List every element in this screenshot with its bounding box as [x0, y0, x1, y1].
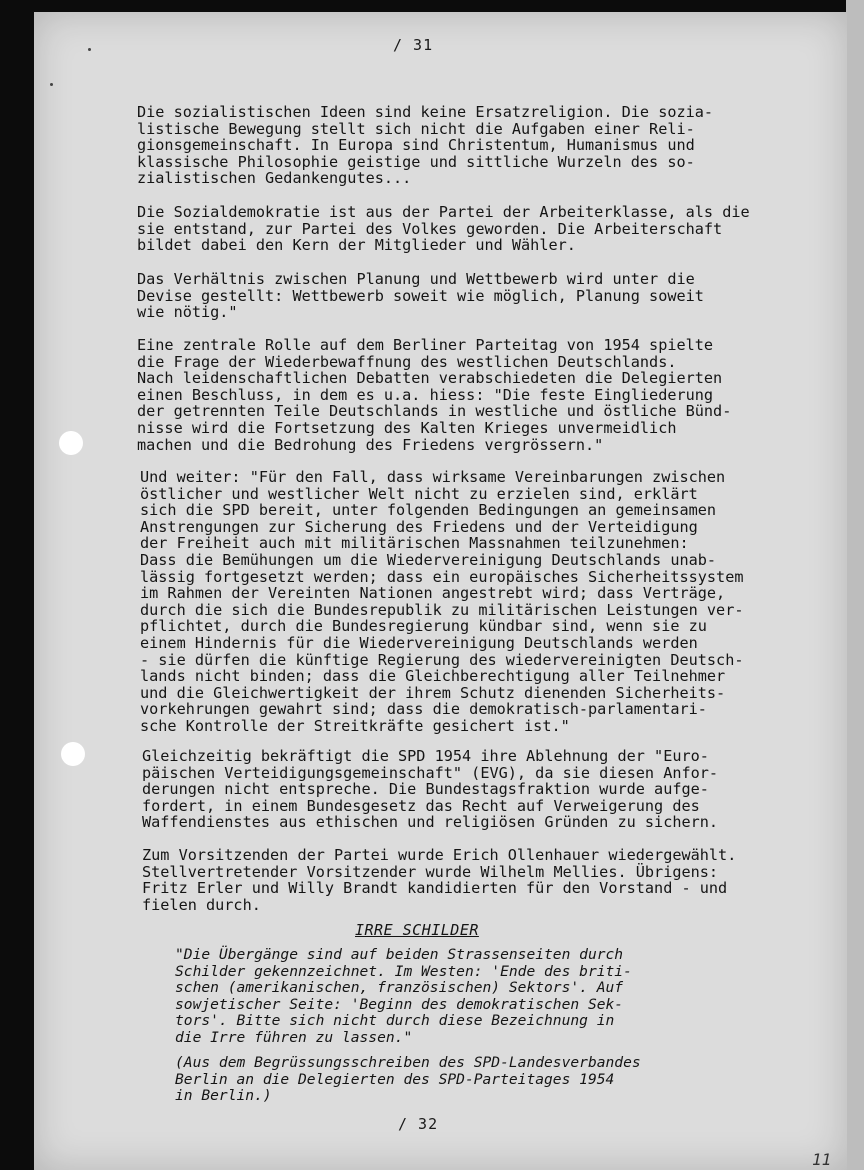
- paragraph-conditions: Und weiter: "Für den Fall, dass wirksame Vereinbarungen zwischen östlicher und westlicher Welt nicht zu erzielen sind, erklärt sich die SPD bereit, unter folgenden Bedingungen an gemeinsamen Anstrengungen zur Sicherung des Friedens und der Verteidigung der Freiheit auch mit militärischen Massnahmen teilzunehmen: Dass die Bemühungen um die Wiedervereinigung Deutschlands unab- lässig fortgesetzt werden; dass ein europäisches Sicherheitssystem im Rahmen der Vereinten Nationen angestrebt wird; dass Verträge, durch die sich die Bundesrepublik zu militärischen Leistungen ver- pflichtet, durch die Bundesregierung kündbar sind, wenn sie zu einem Hindernis für die Wiedervereinigung Deutschlands werden - sie dürfen die künftige Regierung des wiedervereinigten Deutsch- lands nicht binden; dass die Gleichberechtigung aller Teilnehmer und die Gleichwertigkeit der ihrem Schutz dienenden Sicherheits- vorkehrungen gewahrt sind; dass die demokratisch-parlamentari- sche Kontrolle der Streitkräfte gesichert ist.": [140, 468, 744, 735]
- paragraph-socialist-ideas: Die sozialistischen Ideen sind keine Ersatzreligion. Die sozia- listische Bewegung stellt sich nicht die Aufgaben einer Reli- gionsgemeinschaft. In Europa sind Christentum, Humanismus und klassische Philosophie geistige und sittliche Wurzeln des so- zialistischen Gedankengutes...: [137, 103, 714, 188]
- box-source: (Aus dem Begrüssungsschreiben des SPD-Landesverbandes Berlin an die Delegierten des SPD-Parteitages 1954 in Berlin.): [175, 1054, 641, 1104]
- scan-edge-strip: [846, 0, 864, 1170]
- box-quote: "Die Übergänge sind auf beiden Strassenseiten durch Schilder gekennzeichnet. Im Westen: 'Ende des briti- schen (amerikanischen, französischen) Sektors'. Auf sowjetischer Seite: 'Beginn des demokratischen Sek- tors'. Bitte sich nicht durch diese Bezeichnung in die Irre führen zu lassen.": [175, 946, 632, 1046]
- punch-hole-upper: [59, 431, 83, 455]
- paragraph-berlin-congress: Eine zentrale Rolle auf dem Berliner Parteitag von 1954 spielte die Frage der Wiederbewaffnung des westlichen Deutschlands. Nach leidenschaftlichen Debatten verabschiedeten die Delegierten einen Beschluss, in dem es u.a. hiess: "Die feste Eingliederung der getrennten Teile Deutschlands in westliche und östliche Bünd- nisse wird die Fortsetzung des Kalten Krieges unvermeidlich machen und die Bedrohung des Friedens vergrössern.": [137, 336, 732, 454]
- paragraph-evg-rejection: Gleichzeitig bekräftigt die SPD 1954 ihre Ablehnung der "Euro- päischen Verteidigungsgemeinschaft" (EVG), da sie diesen Anfor- derungen nicht entspreche. Die Bundestagsfraktion wurde aufge- fordert, in einem Bundesgesetz das Recht auf Verweigerung des Waffendienstes aus ethischen und religiösen Gründen zu sichern.: [142, 747, 719, 832]
- corner-mark: 11: [812, 1150, 832, 1169]
- paragraph-social-democracy: Die Sozialdemokratie ist aus der Partei der Arbeiterklasse, als die sie entstand, zur Partei des Volkes geworden. Die Arbeiterschaft bildet dabei den Kern der Mitglieder und Wähler.: [137, 203, 750, 255]
- page-number-top: / 31: [393, 36, 434, 54]
- page-number-bottom: / 32: [398, 1115, 439, 1133]
- scan-speck: [88, 48, 91, 51]
- punch-hole-lower: [61, 742, 85, 766]
- scan-speck: [50, 83, 53, 86]
- paragraph-planning-competition: Das Verhältnis zwischen Planung und Wettbewerb wird unter die Devise gestellt: Wettbewerb soweit wie möglich, Planung soweit wie nötig.": [137, 270, 704, 322]
- paragraph-party-chair: Zum Vorsitzenden der Partei wurde Erich Ollenhauer wiedergewählt. Stellvertretender Vorsitzender wurde Wilhelm Mellies. Übrigens: Fritz Erler und Willy Brandt kandidierten für den Vorstand - und fielen durch.: [142, 846, 737, 914]
- box-heading: IRRE SCHILDER: [355, 921, 479, 939]
